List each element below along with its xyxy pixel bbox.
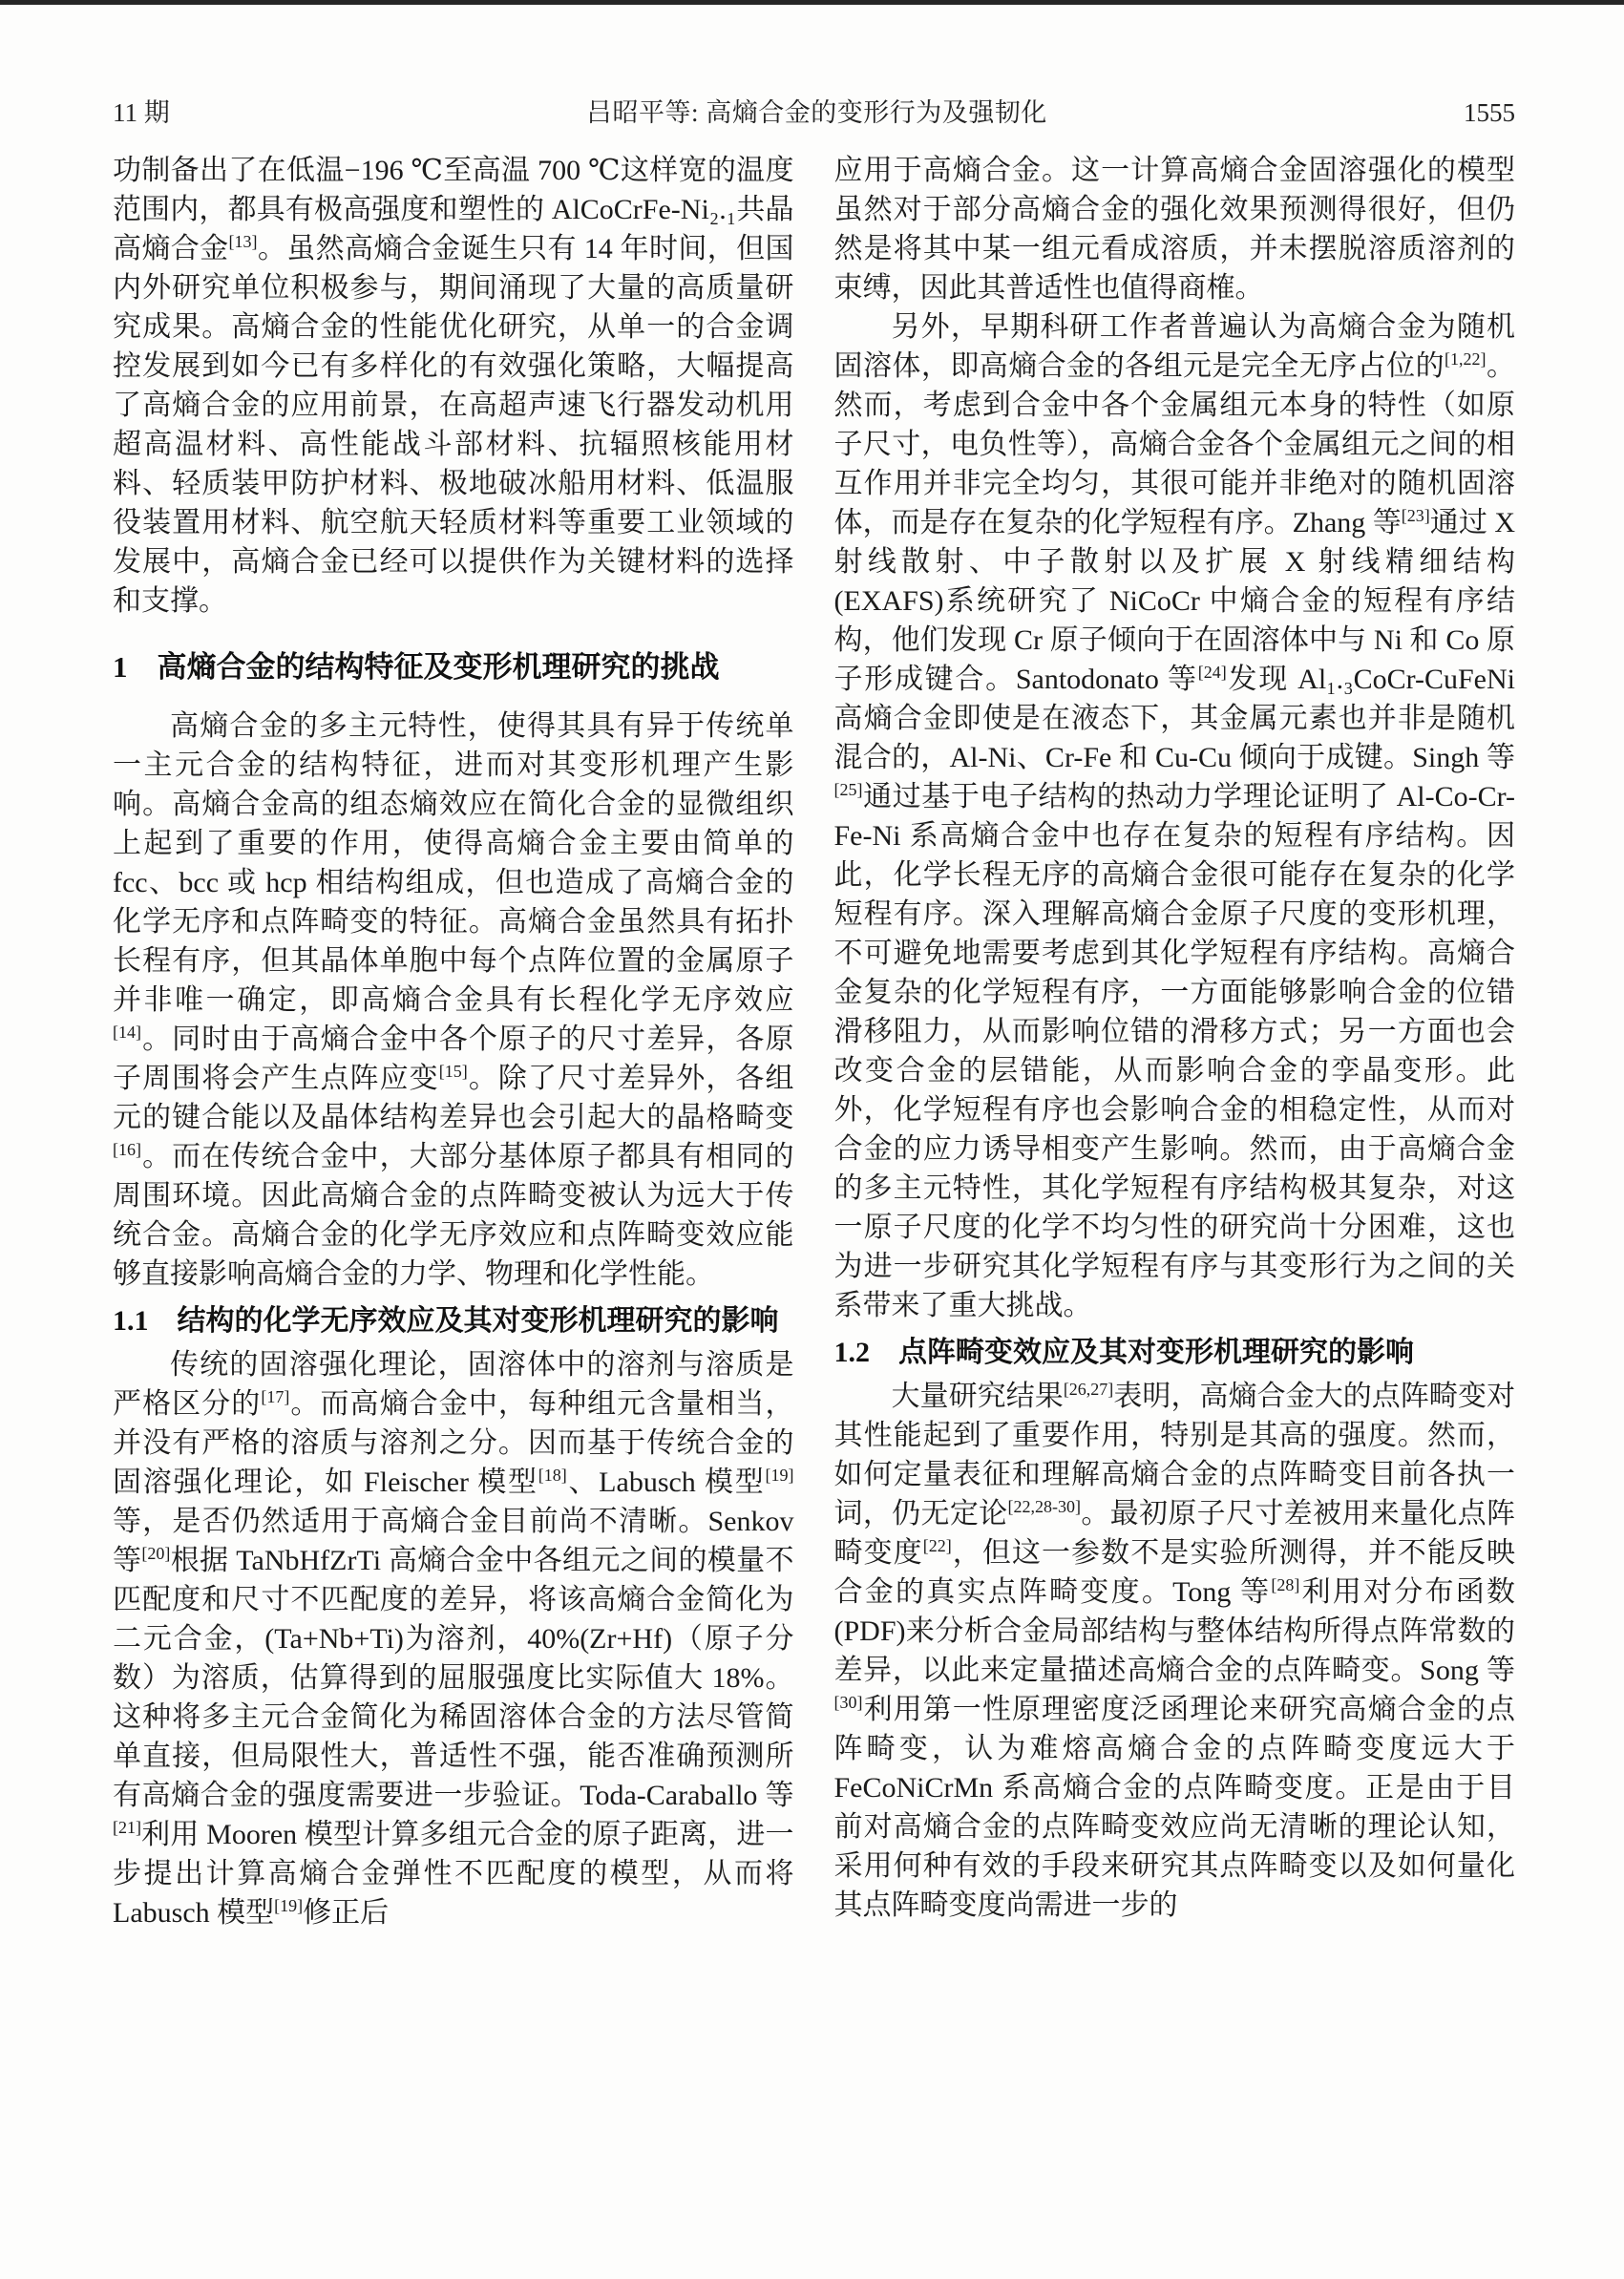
left-column [113,151,794,1932]
paragraph: 传统的固溶强化理论，固溶体中的溶剂与溶质是严格区分的[17]。而高熵合金中，每种组元含量相当，并没有严格的溶质与溶剂之分。因而基于传统合金的固溶强化理论，如 Fleischer 模型[18]、Labusch 模型[19]等，是否仍然适用于高熵合金目前尚不清晰。Senkov 等[20]根据 TaNbHfZrTi 高熵合金中各组元之间的模量不匹配度和尺寸不匹配度的差异，将该高熵合金简化为二元合金，(Ta+Nb+Ti)为溶剂，40%(Zr+Hf)（原子分数）为溶质，估算得到的屈服强度比实际值大 18%。这种将多主元合金简化为稀固溶体合金的方法尽管简单直接，但局限性大，普适性不强，能否准确预测所有高熵合金的强度需要进一步验证。Toda-Caraballo 等[21]利用 Mooren 模型计算多组元合金的原子距离，进一步提出计算高熵合金弹性不匹配度的模型，从而将 Labusch 模型[19]修正后 [113,1349,794,1929]
issue-label: 11 期 [113,98,170,127]
section-heading: 1 高熵合金的结构特征及变形机理研究的挑战 [113,650,720,684]
subsection-heading: 1.1 结构的化学无序效应及其对变形机理研究的影响 [113,1305,779,1337]
subsection-heading: 1.2 点阵畸变效应及其对变形机理研究的影响 [833,1337,1414,1368]
page-header [113,92,1515,129]
right-column [834,151,1516,1932]
paragraph: 另外，早期科研工作者普遍认为高熵合金为随机固溶体，即高熵合金的各组元是完全无序占位的[1,22]。然而，考虑到合金中各个金属组元本身的特性（如原子尺寸，电负性等），高熵合金各个金属组元之间的相互作用并非完全均匀，其很可能并非绝对的随机固溶体，而是存在复杂的化学短程有序。Zhang 等[23]通过 X 射线散射、中子散射以及扩展 X 射线精细结构(EXAFS)系统研究了 NiCoCr 中熵合金的短程有序结构，他们发现 Cr 原子倾向于在固溶体中与 Ni 和 Co 原子形成键合。Santodonato 等[24]发现 Al₁.₃CoCr-CuFeNi 高熵合金即使是在液态下，其金属元素也并非是随机混合的，Al-Ni、Cr-Fe 和 Cu-Cu 倾向于成键。Singh 等[25]通过基于电子结构的热动力学理论证明了 Al-Co-Cr-Fe-Ni 系高熵合金中也存在复杂的短程有序结构。因此，化学长程无序的高熵合金很可能存在复杂的化学短程有序。深入理解高熵合金原子尺度的变形机理，不可避免地需要考虑到其化学短程有序结构。高熵合金复杂的化学短程有序，一方面能够影响合金的位错滑移阻力，从而影响位错的滑移方式；另一方面也会改变合金的层错能，从而影响合金的孪晶变形。此外，化学短程有序也会影响合金的相稳定性，从而对合金的应力诱导相变产生影响。然而，由于高熵合金的多主元特性，其化学短程有序结构极其复杂，对这一原子尺度的化学不均匀性的研究尚十分困难，这也为进一步研究其化学短程有序与其变形行为之间的关系带来了重大挑战。 [833,311,1516,1321]
paragraph: 大量研究结果[26,27]表明，高熵合金大的点阵畸变对其性能起到了重要作用，特别是其高的强度。然而，如何定量表征和理解高熵合金的点阵畸变目前各执一词，仍无定论[22,28-30]。最初原子尺寸差被用来量化点阵畸变度[22]，但这一参数不是实验所测得，并不能反映合金的真实点阵畸变度。Tong 等[28]利用对分布函数(PDF)来分析合金局部结构与整体结构所得点阵常数的差异，以此来定量描述高熵合金的点阵畸变。Song 等[30]利用第一性原理密度泛函理论来研究高熵合金的点阵畸变，认为难熔高熵合金的点阵畸变度远大于 FeCoNiCrMn 系高熵合金的点阵畸变度。正是由于目前对高熵合金的点阵畸变效应尚无清晰的理论认知，采用何种有效的手段来研究其点阵畸变以及如何量化其点阵畸变度尚需进一步的 [833,1380,1516,1921]
scan-edge-artifact [0,0,1624,5]
paragraph: 功制备出了在低温−196 ℃至高温 700 ℃这样宽的温度范围内，都具有极高强度和塑性的 AlCoCrFe-Ni₂.₁共晶高熵合金[13]。虽然高熵合金诞生只有 14 年时间，但国内外研究单位积极参与，期间涌现了大量的高质量研究成果。高熵合金的性能优化研究，从单一的合金调控发展到如今已有多样化的有效强化策略，大幅提高了高熵合金的应用前景，在高超声速飞行器发动机用超高温材料、高性能战斗部材料、抗辐照核能用材料、轻质装甲防护材料、极地破冰船用材料、低温服役装置用材料、航空航天轻质材料等重要工业领域的发展中，高熵合金已经可以提供作为关键材料的选择和支撑。 [113,155,794,617]
paragraph: 应用于高熵合金。这一计算高熵合金固溶强化的模型虽然对于部分高熵合金的强化效果预测得很好，但仍然是将其中某一组元看成溶质，并未摆脱溶质溶剂的束缚，因此其普适性也值得商榷。 [833,155,1515,304]
running-title: 吕昭平等: 高熵合金的变形行为及强韧化 [585,98,1047,127]
page-number: 1555 [1463,98,1515,127]
paragraph: 高熵合金的多主元特性，使得其具有异于传统单一主元合金的结构特征，进而对其变形机理产生影响。高熵合金高的组态熵效应在简化合金的显微组织上起到了重要的作用，使得高熵合金主要由简单的 fcc、bcc 或 hcp 相结构组成，但也造成了高熵合金的化学无序和点阵畸变的特征。高熵合金虽然具有拓扑长程有序，但其晶体单胞中每个点阵位置的金属原子并非唯一确定，即高熵合金具有长程化学无序效应[14]。同时由于高熵合金中各个原子的尺寸差异，各原子周围将会产生点阵应变[15]。除了尺寸差异外，各组元的键合能以及晶体结构差异也会引起大的晶格畸变[16]。而在传统合金中，大部分基体原子都具有相同的周围环境。因此高熵合金的点阵畸变被认为远大于传统合金。高熵合金的化学无序效应和点阵畸变效应能够直接影响高熵合金的力学、物理和化学性能。 [113,710,794,1290]
page-body [113,151,1515,1932]
